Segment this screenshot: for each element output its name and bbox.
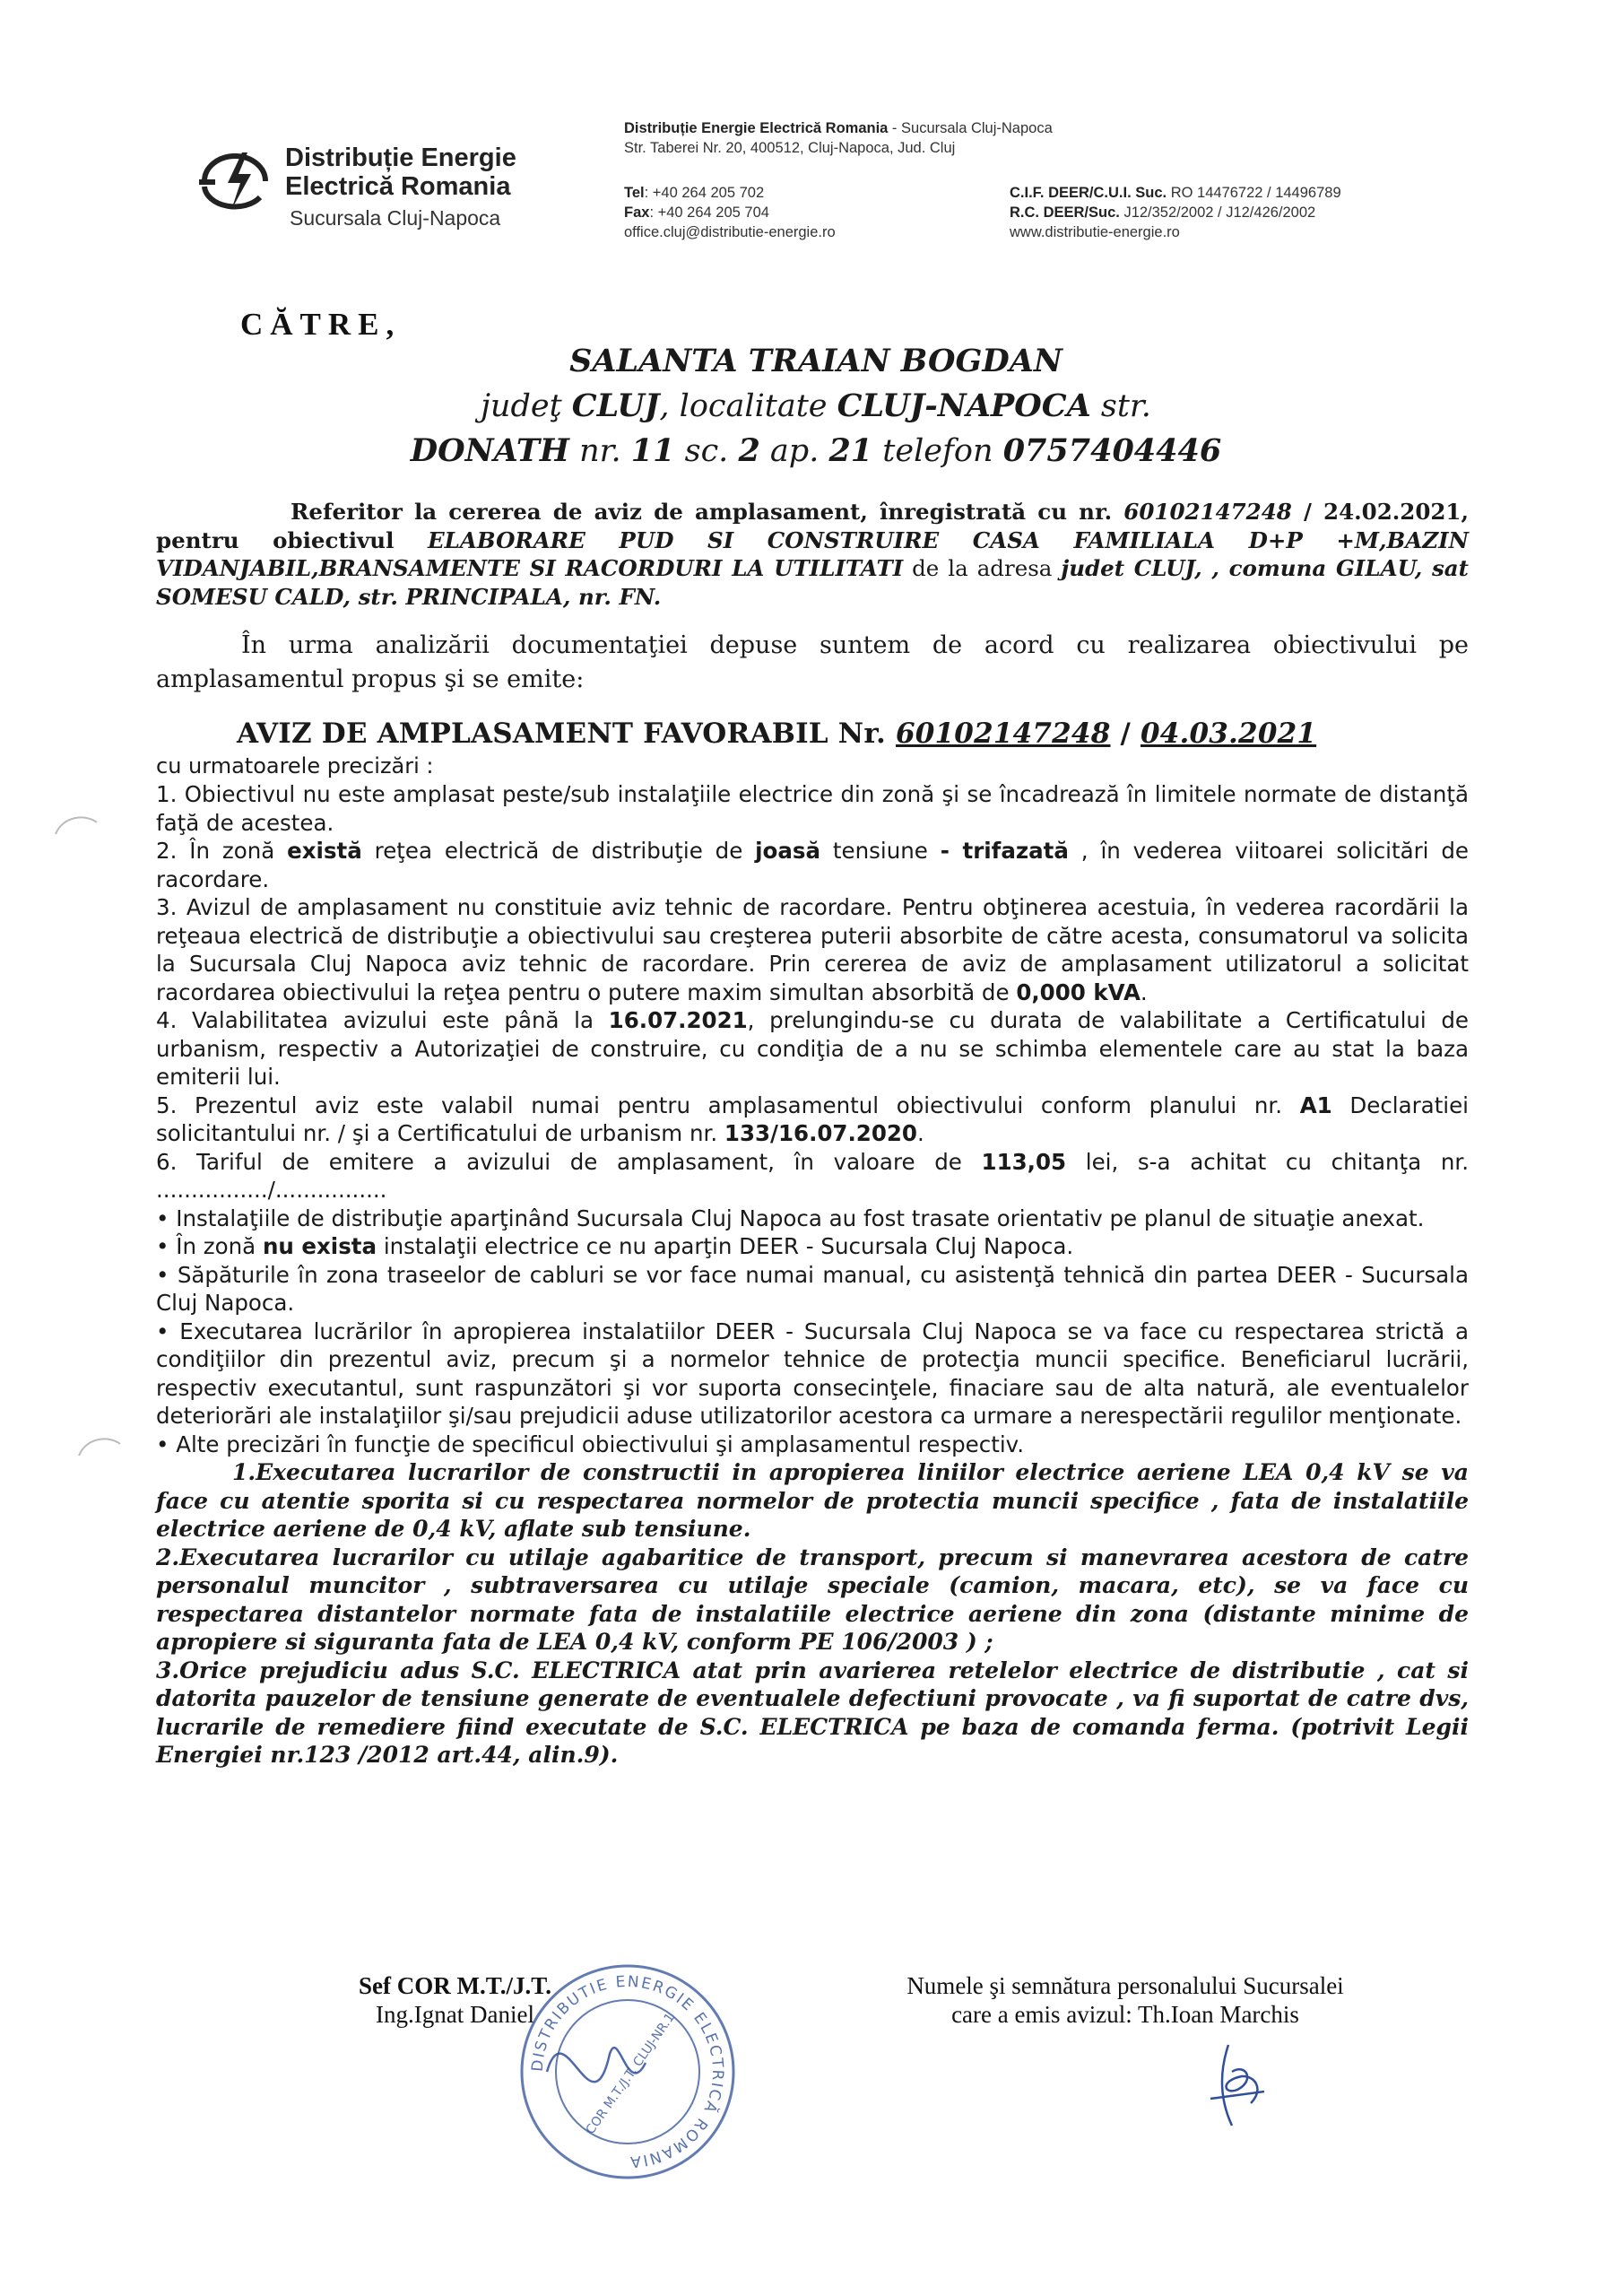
signature-left: Sef COR M.T./J.T. Ing.Ignat Daniel: [359, 1972, 551, 2028]
list-item: 2. În zonă există reţea electrică de distribuţie de joasă tensiune - trifazată , în vederea viitoarei solicitări de racordare.: [156, 838, 1469, 892]
signature-right: Numele şi semnătura personalului Sucursalei care a emis avizul: Th.Ioan Marchis: [906, 1972, 1344, 2028]
punch-hole-mark-icon: [54, 812, 99, 839]
reference-paragraph: Referitor la cererea de aviz de amplasament, înregistrată cu nr. 60102147248 / 24.02.2021, pentru obiectivul ELABORARE PUD SI CONSTRUIRE CASA FAMILIALA D+P +M,BAZIN VIDANJABIL,BRANSAMENTE SI RACORDURI LA UTILITATI de la adresa judet CLUJ, , comuna GILAU, sat SOMESU CALD, str. PRINCIPALA, nr. FN.: [156, 499, 1469, 610]
bullet-item: • Executarea lucrărilor în apropierea instalatiilor DEER - Sucursala Cluj Napoca se va face cu respectarea strictă a condiţiilor din prezentul aviz, precum şi a normelor tehnice de protecţia muncii specifice. Beneficiarul lucrării, respectiv executantul, sunt raspunzători şi vor suporta consecinţele, finaciare sau de alta natură, ale eventualelor deteriorări ale instalaţiilor şi/sau prejudicii aduse utilizatorilor acestora ca urmare a nerespectării regulilor menţionate.: [156, 1318, 1469, 1429]
list-item: 6. Tariful de emitere a avizului de amplasament, în valoare de 113,05 lei, s-a achitat cu chitanţa nr. ................/................: [156, 1148, 1469, 1203]
punch-hole-mark-icon: [77, 1433, 122, 1460]
logo-subtitle: Sucursala Cluj-Napoca: [290, 206, 501, 230]
list-item: 4. Valabilitatea avizului este până la 16.07.2021, prelungindu-se cu durata de valabilitate a Certificatului de urbanism, respectiv a Autorizaţiei de construire, cu condiţia de a nu se schimba elementele care au stat la baza emiterii lui.: [156, 1007, 1469, 1090]
official-stamp-icon: [511, 1955, 744, 2188]
list-item: 1. Obiectivul nu este amplasat peste/sub instalaţiile electrice din zonă şi se încadrează în limitele normate de distanţă faţă de acestea.: [156, 781, 1469, 836]
special-condition: 3.Orice prejudiciu adus S.C. ELECTRICA atat prin avarierea retelelor electrice de distributie , cat si datorita pauzelor de tensiune generate de eventualele defectiuni provocate , va fi suportat de catre dvs, lucrarile de remediere fiind executate de S.C. ELECTRICA pe baza de comanda ferma. (potrivit Legii Energiei nr.123 /2012 art.44, alin.9).: [156, 1657, 1469, 1768]
special-condition: 2.Executarea lucrarilor cu utilaje agabaritice de transport, precum si manevrarea acestora de catre personalul muncitor , subtraversarea cu utilaje speciale (camion, macara, etc), se va face cu respectarea distantelor normate fata de instalatiile electrice aeriene din zona (distante minime de apropiere si siguranta fata de LEA 0,4 kV, conform PE 106/2003 ) ;: [156, 1544, 1469, 1655]
addressee-heading: CĂTRE,: [240, 307, 402, 342]
stamp-center-text: COR M.T./J.T. CLUJ-NR.1: [583, 2010, 678, 2137]
aviz-title: AVIZ DE AMPLASAMENT FAVORABIL Nr. 60102147248 / 04.03.2021: [237, 718, 1317, 750]
website-text: www.distributie-energie.ro: [1010, 224, 1180, 240]
special-condition: 1.Executarea lucrarilor de constructii in apropierea liniilor electrice aeriene LEA 0,4 kV se va face cu atentie sporita si cu respectarea normelor de protectia muncii specifice , fata de instalatiile electrice aeriene de 0,4 kV, aflate sub tensiune.: [156, 1459, 1469, 1542]
document-body: [156, 498, 1469, 1770]
handwritten-signature-icon: [1201, 2036, 1273, 2135]
intro-paragraph: În urma analizării documentaţiei depuse suntem de acord cu realizarea obiectivului pe amplasamentul propus şi se emite:: [156, 631, 1469, 693]
logo-name: Distribuție Energie Electrică Romania: [285, 144, 516, 201]
bullet-item: • Alte precizări în funcţie de specificul obiectivului şi amplasamentul respectiv.: [156, 1431, 1025, 1457]
addressee-block: SALANTA TRAIAN BOGDAN judeţ CLUJ, localitate CLUJ-NAPOCA str. DONATH nr. 11 sc. 2 ap. 21 telefon 0757404446: [410, 343, 1222, 469]
stamp-ring-text: DISTRIBUTIE ENERGIE ELECTRICĂ ROMANIA: [528, 1972, 727, 2171]
list-item: 3. Avizul de amplasament nu constituie aviz tehnic de racordare. Pentru obţinerea acestuia, în vederea racordării la reţeaua electrică de distribuţie a obiectivului sau creşterea puterii absorbite de către acesta, consumatorul va solicita la Sucursala Cluj Napoca aviz tehnic de racordare. Prin cererea de aviz de amplasament utilizatorul a solicitat racordarea obiectivului la reţea pentru o putere maxim simultan absorbită de 0,000 kVA.: [156, 894, 1469, 1005]
company-logo: [195, 144, 572, 242]
letterhead-contact: Distribuție Energie Electrică Romania - Sucursala Cluj-Napoca Str. Taberei Nr. 20, 400512, Cluj-Napoca, Jud. Cluj Tel: +40 264 205 702 Fax: +40 264 205 704 office.cluj@distributie-energie.ro C.I.F. DEER/C.U.I. Suc. RO 14476722 / 14496789 R.C. DEER/Suc. J12/352/2002 / J12/426/2002 www.distributie-energie.ro: [624, 120, 1341, 240]
logo-emblem-icon: [195, 144, 276, 215]
email-text: office.cluj@distributie-energie.ro: [624, 224, 836, 240]
bullet-item: • Săpăturile în zona traseelor de cabluri se vor face numai manual, cu asistenţă tehnică din partea DEER - Sucursala Cluj Napoca.: [156, 1261, 1469, 1316]
bullet-item: • În zonă nu exista instalaţii electrice ce nu aparţin DEER - Sucursala Cluj Napoca.: [156, 1233, 1074, 1259]
list-item: 5. Prezentul aviz este valabil numai pentru amplasamentul obiectivului conform planului nr. A1 Declaratiei solicitantului nr. / şi a Certificatului de urbanism nr. 133/16.07.2020.: [156, 1091, 1469, 1146]
precizari-label: cu urmatoarele precizări :: [156, 752, 434, 778]
bullet-item: • Instalaţiile de distribuţie aparţinând Sucursala Cluj Napoca au fost trasate orientativ pe planul de situaţie anexat.: [156, 1205, 1425, 1231]
